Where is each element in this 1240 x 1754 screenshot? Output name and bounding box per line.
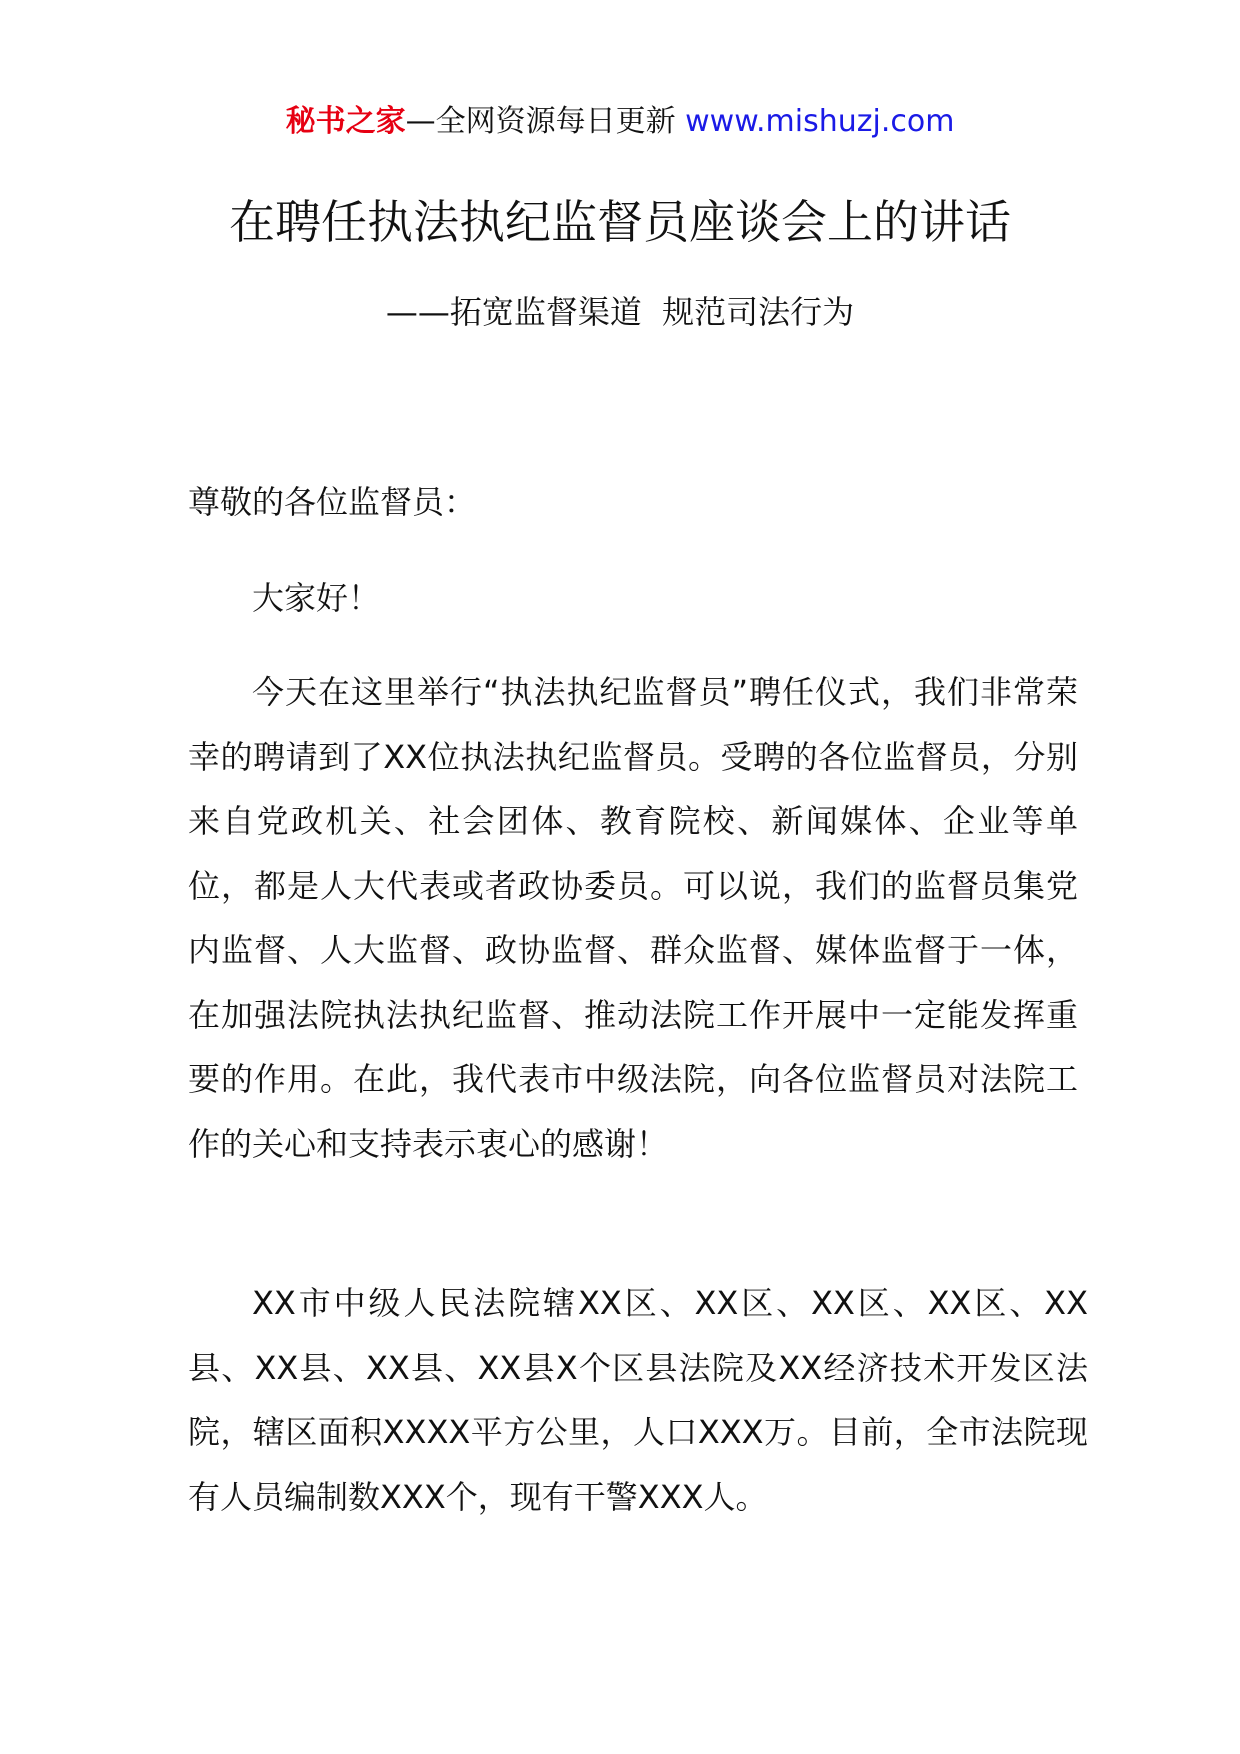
header-banner [0, 100, 1240, 144]
paragraph-appointment: 今天在这里举行“执法执纪监督员”聘任仪式，我们非常荣幸的聘请到了XX位执法执纪监督员。受聘的各位监督员，分别来自党政机关、社会团体、教育院校、新闻媒体、企业等单位，都是人大代表或者政协委员。可以说，我们的监督员集党内监督、人大监督、政协监督、群众监督、媒体监督于一体，在加强法院执法执纪监督、推动法院工作开展中一定能发挥重要的作用。在此，我代表市中级法院，向各位监督员对法院工作的关心和支持表示衷心的感谢！ [188, 673, 1078, 1163]
document-subtitle: ——拓宽监督渠道 规范司法行为 [385, 293, 855, 331]
header-slogan: —全网资源每日更新 [405, 104, 676, 139]
header-url-link[interactable]: www.mishuzj.com [685, 104, 955, 139]
paragraph-court-overview: XX市中级人民法院辖XX区、XX区、XX区、XX区、XX县、XX县、XX县、XX县X个区县法院及XX经济技术开发区法院，辖区面积XXXX平方公里，人口XXX万。目前，全市法院现有人员编制数XXX个，现有干警XXX人。 [188, 1284, 1088, 1516]
paragraph-greeting: 大家好！ [252, 579, 381, 617]
brand-name: 秘书之家 [285, 104, 406, 139]
salutation: 尊敬的各位监督员： [188, 483, 477, 521]
document-title: 在聘任执法执纪监督员座谈会上的讲话 [229, 195, 1011, 249]
